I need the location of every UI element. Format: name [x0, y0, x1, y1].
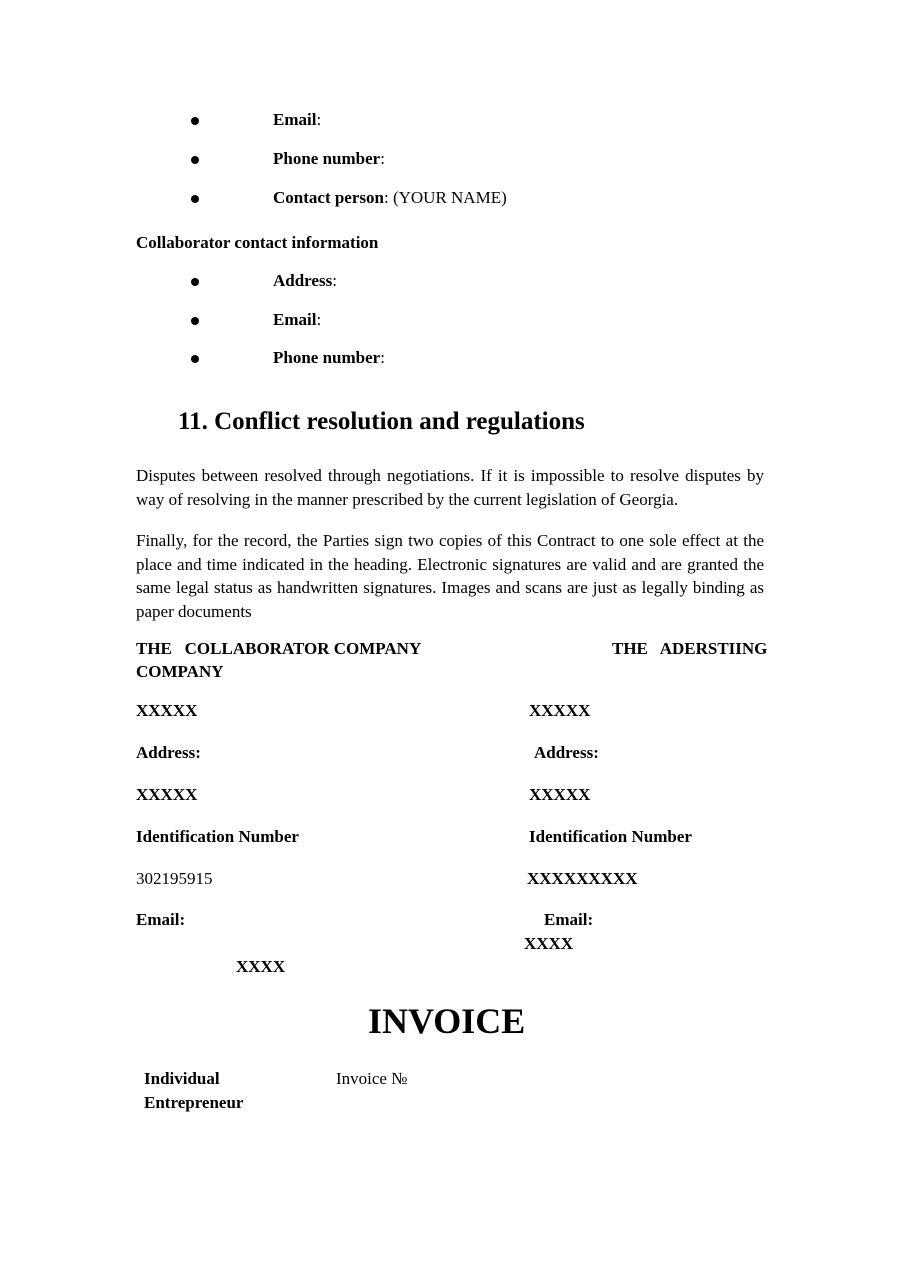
company-name-left: XXXXX [136, 701, 198, 720]
collaborator-contact-heading: Collaborator contact information [136, 233, 379, 252]
id-label-left: Identification Number [136, 827, 299, 846]
address-label: Address [273, 271, 333, 290]
section-heading: 11. Conflict resolution and regulations [178, 408, 585, 435]
entrepreneur-label: Individual [144, 1069, 220, 1088]
email-label: Email [273, 110, 317, 129]
bullet-icon [191, 355, 199, 363]
id-value-right: XXXXXXXXX [527, 869, 638, 888]
contact-person-label: Contact person [273, 188, 384, 207]
email-value-left: XXXX [236, 957, 286, 976]
address-value-right: XXXXX [529, 785, 591, 804]
address-label-left: Address: [136, 743, 201, 762]
bullet-icon [191, 117, 199, 125]
bullet-icon [191, 317, 199, 325]
invoice-number-label: Invoice № [336, 1069, 408, 1088]
email-label-left: Email: [136, 910, 186, 929]
bullet-icon [191, 195, 199, 203]
disputes-paragraph: Disputes between resolved through negotiations. If it is impossible to resolve disputes by way of resolving in the manner prescribed by the current legislation of Georgia. [136, 466, 764, 509]
party-name-left-line2: COMPANY [136, 662, 224, 681]
list-item: Email: [273, 310, 322, 329]
invoice-title: INVOICE [368, 1001, 526, 1041]
address-value-left: XXXXX [136, 785, 198, 804]
bullet-icon [191, 156, 199, 164]
id-label-right: Identification Number [529, 827, 692, 846]
party-name-left: THE COLLABORATOR COMPANY [136, 639, 422, 658]
phone-label: Phone number [273, 348, 381, 367]
party-name-right: THE ADERSTIING [612, 639, 768, 658]
list-item: Phone number: [273, 149, 385, 168]
email-value-right: XXXX [524, 934, 574, 953]
email-label-right: Email: [544, 910, 594, 929]
email-label: Email [273, 310, 317, 329]
list-item: Address: [273, 271, 337, 290]
id-value-left: 302195915 [136, 869, 213, 888]
list-item: Phone number: [273, 348, 385, 367]
entrepreneur-label-line2: Entrepreneur [144, 1093, 244, 1112]
bullet-icon [191, 278, 199, 286]
phone-label: Phone number [273, 149, 381, 168]
list-item: Contact person: (YOUR NAME) [273, 188, 507, 207]
company-name-right: XXXXX [529, 701, 591, 720]
signature-paragraph: Finally, for the record, the Parties sign two copies of this Contract to one sole effect at the place and time indicated in the heading. Electronic signatures are valid and are granted the same legal status as handwritten signatures. Images and scans are just as legally binding as paper documents [136, 531, 764, 621]
contact-person-value: (YOUR NAME) [388, 188, 507, 207]
address-label-right: Address: [534, 743, 599, 762]
list-item: Email: [273, 110, 322, 129]
